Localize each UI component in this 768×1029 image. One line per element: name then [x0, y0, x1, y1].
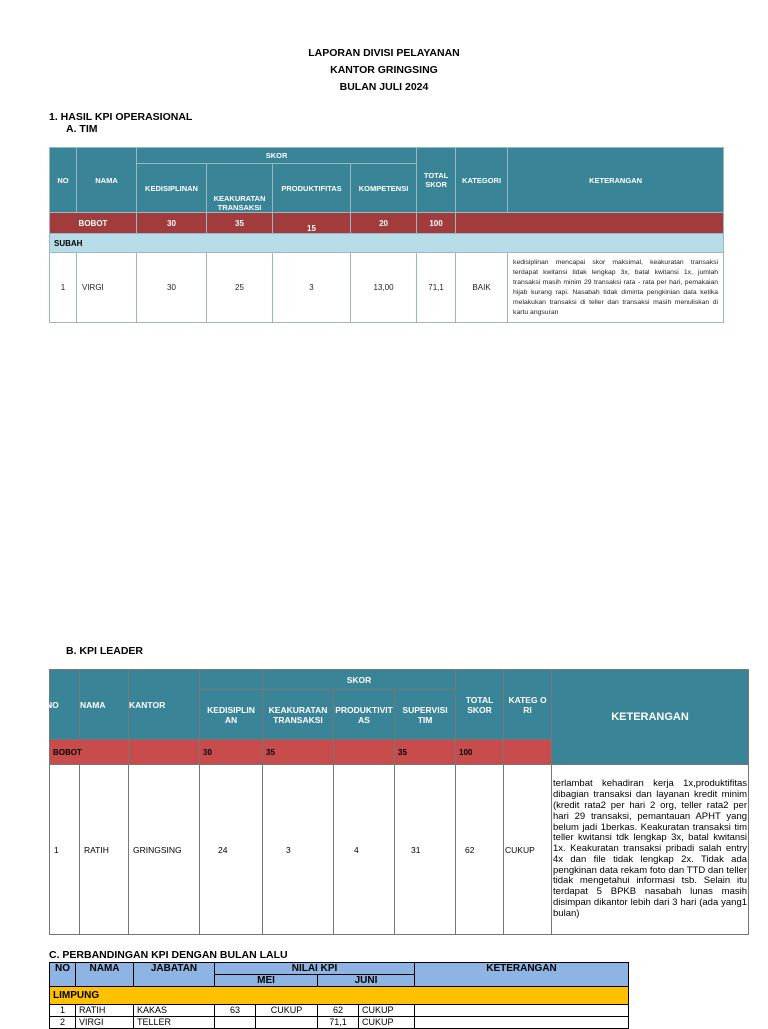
col-keterangan: KETERANGAN [508, 148, 724, 213]
bobot-supervisi: 35 [395, 740, 456, 765]
row-produktifitas: 4 [334, 765, 395, 935]
row-keterangan: terlambat kehadiran kerja 1x,produktifitas dibagian transaksi dan layanan kredit minim (kredit rata2 per hari 2 org, teller rata2 per hari 29 transaksi, pemantauan APHT yang belum jadi 1berkas. Keakuratan transaksi tim teller kwitansi tdk lengkap 3x, batal kwitansi 1x. Keakuratan transaksi pribadi salah entry 4x dan file tidak lengkap 2x. Tidak ada pengkinan data rekam foto dan TTD dan teller tidak mengetahui informasi tsb. Selain itu terdapat 5 BPKB nasabah lunas masih disimpan dikantor lebih dari 3 hari (ada yang1 bulan) [552, 765, 749, 935]
report-title: LAPORAN DIVISI PELAYANAN [308, 47, 460, 59]
row-mei-nilai: 63 [215, 1005, 256, 1017]
col-kompetensi: KOMPETENSI [351, 164, 417, 213]
bobot-keakuratan: 35 [263, 740, 334, 765]
bobot-keakuratan: 35 [207, 213, 273, 234]
col-juni: JUNI [318, 975, 415, 987]
col-kedisiplinan: KEDISIPLIN AN [200, 690, 263, 740]
bobot-produktifitas: 15 [273, 213, 351, 234]
col-jabatan: JABATAN [134, 963, 215, 987]
row-kedisiplinan: 24 [200, 765, 263, 935]
report-office: KANTOR GRINGSING [330, 64, 438, 76]
row-juni-nilai: 71,1 [318, 1017, 359, 1029]
kpi-comparison-table [49, 962, 629, 1029]
row-keakuratan: 3 [263, 765, 334, 935]
row-juni-kategori: CUKUP [359, 1005, 415, 1017]
section-c-title: C. PERBANDINGAN KPI DENGAN BULAN LALU [49, 949, 288, 961]
bobot-kedisiplinan: 30 [137, 213, 207, 234]
bobot-total: 100 [417, 213, 456, 234]
section-a-title: A. TIM [66, 123, 98, 135]
row-kategori: CUKUP [504, 765, 552, 935]
row-total: 62 [456, 765, 504, 935]
col-nama: NAMA [80, 670, 129, 740]
row-keterangan: kedisiplinan mencapai skor maksimal, keakuratan transaksi terdapat kwitansi tidak lengkap 3x, batal kwitansi 1x, jumlah transaksi masih minim 29 transaksi rata - rata per hari, pemakaian hijab kurang rapi. Nasabah tidak diminta pengkinian data ketika melakukan transaksi di teller dan transaksi masih menuliskan di kartu angsuran [508, 253, 724, 323]
group-limpung: LIMPUNG [50, 987, 629, 1005]
bobot-total: 100 [456, 740, 504, 765]
row-no: 1 [50, 1005, 76, 1017]
col-mei: MEI [215, 975, 318, 987]
row-juni-kategori: CUKUP [359, 1017, 415, 1029]
col-total: TOTAL SKOR [417, 148, 456, 213]
row-mei-kategori [256, 1017, 318, 1029]
col-nilai-kpi: NILAI KPI [215, 963, 415, 975]
table-row [50, 765, 749, 935]
section-1-title: 1. HASIL KPI OPERASIONAL [49, 111, 193, 123]
kpi-leader-table [46, 669, 749, 935]
row-mei-nilai [215, 1017, 256, 1029]
group-subah: SUBAH [50, 234, 724, 253]
bobot-row [50, 213, 724, 234]
section-b-title: B. KPI LEADER [66, 645, 144, 657]
col-no [46, 670, 80, 740]
kpi-team-table [49, 147, 724, 323]
row-kedisiplinan: 30 [137, 253, 207, 323]
col-kedisiplinan: KEDISIPLINAN [137, 164, 207, 213]
row-kompetensi: 13,00 [351, 253, 417, 323]
row-produktifitas: 3 [273, 253, 351, 323]
col-nama: NAMA [76, 963, 134, 987]
skor-spacer [200, 670, 263, 690]
col-produktifitas: PRODUKTIVIT AS [334, 690, 395, 740]
col-total: TOTAL SKOR [456, 670, 504, 740]
col-skor: SKOR [137, 148, 417, 164]
row-juni-nilai: 62 [318, 1005, 359, 1017]
col-kantor: KANTOR [129, 670, 200, 740]
report-period: BULAN JULI 2024 [339, 81, 429, 93]
row-kategori: BAIK [456, 253, 508, 323]
row-keterangan [415, 1017, 629, 1029]
row-supervisi: 31 [395, 765, 456, 935]
table-row [50, 253, 724, 323]
col-nama: NAMA [77, 148, 137, 213]
report-header [0, 45, 768, 96]
col-no: NO [50, 963, 76, 987]
col-keterangan: KETERANGAN [552, 670, 749, 765]
row-no: 1 [50, 253, 77, 323]
row-jabatan: KAKAS [134, 1005, 215, 1017]
row-no: 2 [50, 1017, 76, 1029]
col-no-text: NO [46, 699, 59, 710]
row-nama: RATIH [80, 765, 129, 935]
col-kategori: KATEG O RI [504, 670, 552, 740]
col-keakuratan: KEAKURATAN TRANSAKSI [207, 164, 273, 213]
col-produktifitas: PRODUKTIFITAS [273, 164, 351, 213]
bobot-kedisiplinan: 30 [200, 740, 263, 765]
bobot-kategori [504, 740, 552, 765]
bobot-produktifitas [334, 740, 395, 765]
row-keakuratan: 25 [207, 253, 273, 323]
row-total: 71,1 [417, 253, 456, 323]
bobot-kantor [129, 740, 200, 765]
col-no: NO [50, 148, 77, 213]
col-skor: SKOR [263, 670, 456, 690]
table-row [50, 1017, 629, 1029]
row-nama: RATIH [76, 1005, 134, 1017]
row-nama: VIRGI [76, 1017, 134, 1029]
row-kantor: GRINGSING [129, 765, 200, 935]
bobot-empty [456, 213, 724, 234]
row-jabatan: TELLER [134, 1017, 215, 1029]
col-supervisi: SUPERVISI TIM [395, 690, 456, 740]
row-nama: VIRGI [77, 253, 137, 323]
table-row [50, 1005, 629, 1017]
row-mei-kategori: CUKUP [256, 1005, 318, 1017]
bobot-kompetensi: 20 [351, 213, 417, 234]
row-no: 1 [50, 765, 80, 935]
row-keterangan [415, 1005, 629, 1017]
bobot-label: BOBOT [50, 213, 137, 234]
bobot-label: BOBOT [50, 740, 129, 765]
col-keterangan: KETERANGAN [415, 963, 629, 987]
col-keakuratan: KEAKURATAN TRANSAKSI [263, 690, 334, 740]
col-kategori: KATEGORI [456, 148, 508, 213]
